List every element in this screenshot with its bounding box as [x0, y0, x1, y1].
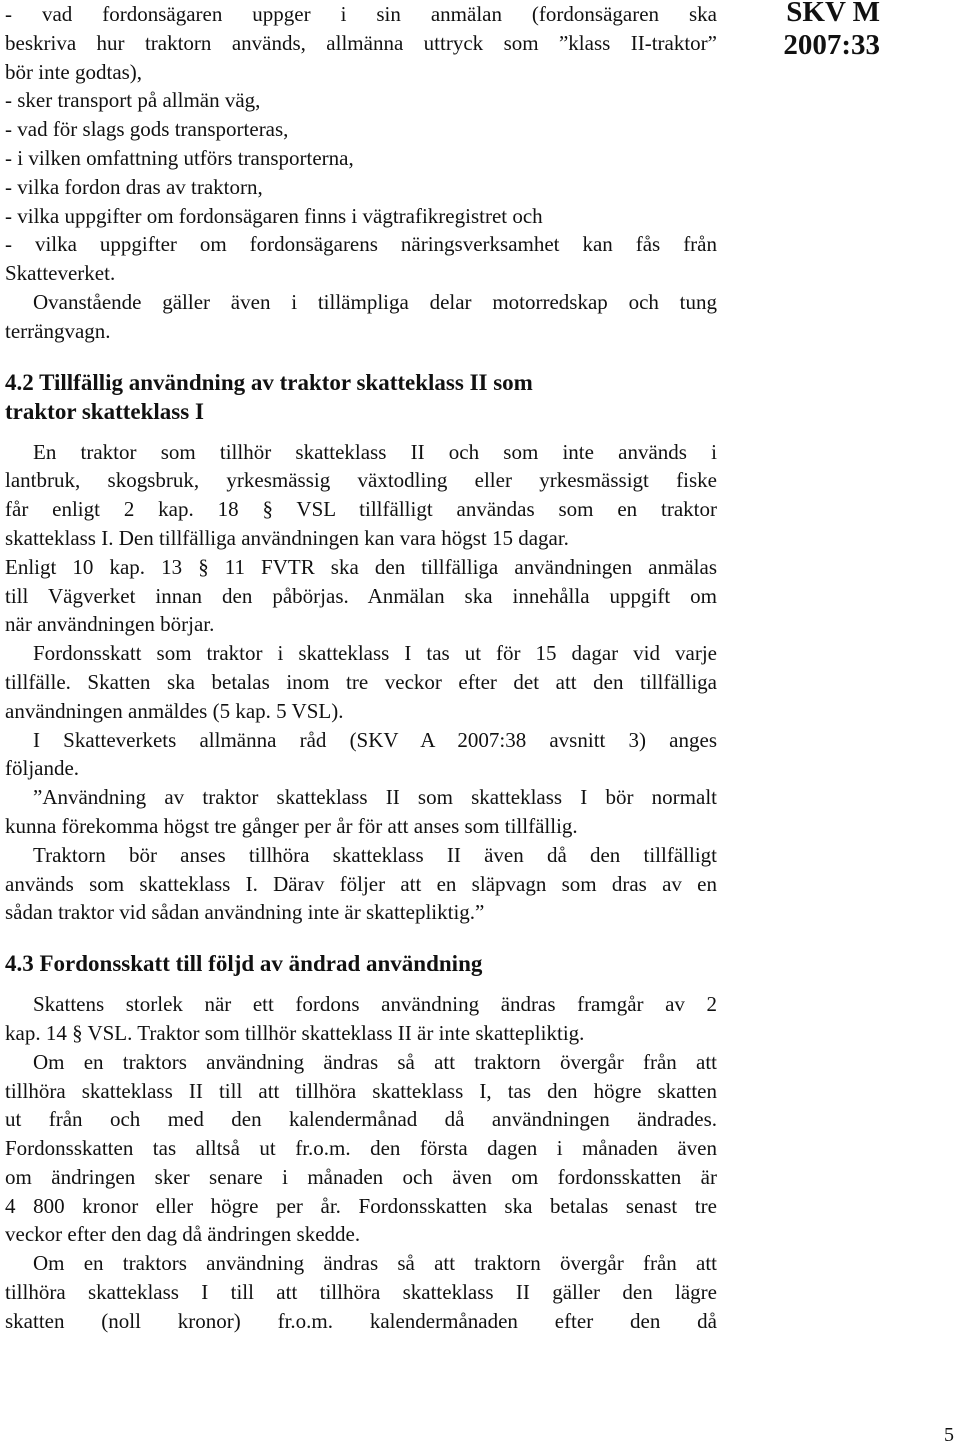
paragraph-line: till Vägverket innan den påbörjas. Anmälan ska innehålla uppgift om	[5, 583, 717, 608]
paragraph-4-3-1	[5, 990, 717, 1048]
document-body	[5, 0, 717, 1336]
paragraph-line: 4 800 kronor eller högre per år. Fordonsskatten ska betalas senast tre	[5, 1193, 717, 1218]
paragraph-line: ut från och med den kalendermånad då användningen ändrades.	[5, 1107, 717, 1132]
paragraph-line: Skattens storlek när ett fordons användning ändras framgår av 2	[33, 992, 717, 1017]
paragraph-line: får enligt 2 kap. 18 § VSL tillfälligt användas som en traktor	[5, 497, 717, 522]
quote-paragraph-2	[5, 841, 717, 927]
paragraph-line: Ovanstående gäller även i tillämpliga delar motorredskap och tung	[33, 289, 717, 314]
paragraph-line: Traktorn bör anses tillhöra skatteklass II även då den tillfälligt	[33, 842, 717, 867]
quote-paragraph-1	[5, 783, 717, 841]
paragraph-line: En traktor som tillhör skatteklass II och som inte används i	[33, 439, 717, 464]
paragraph-4-3-3	[5, 1249, 717, 1335]
paragraph-line: lantbruk, skogsbruk, yrkesmässig växtodling eller yrkesmässigt fiske	[5, 468, 717, 493]
paragraph-line: följande.	[5, 756, 80, 781]
section-heading-4-3: 4.3 Fordonsskatt till följd av ändrad användning	[5, 951, 483, 977]
doc-year: 2007:33	[783, 29, 880, 61]
paragraph-line: tillhöra skatteklass I till att tillhöra skatteklass II gäller den lägre	[5, 1280, 717, 1305]
paragraph-line: veckor efter den dag då ändringen skedde.	[5, 1222, 361, 1247]
paragraph-line: tillfälle. Skatten ska betalas inom tre veckor efter det att den tillfälliga	[5, 669, 717, 694]
paragraph-line: terrängvagn.	[5, 318, 111, 343]
section-heading-4-2	[5, 368, 717, 426]
paragraph-line: används som skatteklass I. Därav följer att en släpvagn som dras av en	[5, 871, 717, 896]
heading-line: 4.2 Tillfällig användning av traktor skatteklass II som	[5, 369, 533, 395]
page-number: 5	[944, 1424, 954, 1446]
paragraph-line: kunna förekomma högst tre gånger per år för att anses som tillfällig.	[5, 813, 578, 838]
heading-line: traktor skatteklass I	[5, 398, 204, 424]
paragraph-4-2-2	[5, 639, 717, 725]
list-line: - vilka uppgifter om fordonsägarens näringsverksamhet kan fås från	[5, 232, 717, 257]
intro-list	[5, 0, 717, 288]
paragraph-line: användningen anmäldes (5 kap. 5 VSL).	[5, 698, 344, 723]
paragraph-line: sådan traktor vid sådan användning inte är skattepliktig.”	[5, 900, 485, 925]
paragraph-line: när användningen börjar.	[5, 612, 215, 637]
list-line: - vilka uppgifter om fordonsägaren finns i vägtrafikregistret och	[5, 203, 543, 228]
paragraph-line: Fordonsskatt som traktor i skatteklass I tas ut för 15 dagar vid varje	[33, 641, 717, 666]
paragraph-line: Fordonsskatten tas alltså ut fr.o.m. den första dagen i månaden även	[5, 1136, 717, 1161]
list-line: - vad fordonsägaren uppger i sin anmälan (fordonsägaren ska	[5, 2, 717, 26]
paragraph-line: kap. 14 § VSL. Traktor som tillhör skatteklass II är inte skattepliktig.	[5, 1020, 585, 1045]
list-line: beskriva hur traktorn används, allmänna uttryck som ”klass II-traktor”	[5, 30, 717, 55]
paragraph-line: ”Användning av traktor skatteklass II som skatteklass I bör normalt	[33, 785, 717, 810]
list-line: Skatteverket.	[5, 261, 116, 286]
paragraph-line: skatten (noll kronor) fr.o.m. kalendermånaden efter den då	[5, 1308, 717, 1333]
list-line: - sker transport på allmän väg,	[5, 88, 261, 113]
paragraph-line: Enligt 10 kap. 13 § 11 FVTR ska den tillfälliga användningen anmälas	[5, 554, 717, 579]
paragraph-4-2-3	[5, 726, 717, 784]
paragraph-4-2-1	[5, 438, 717, 640]
list-line: - vilka fordon dras av traktorn,	[5, 174, 263, 199]
list-line: bör inte godtas),	[5, 59, 143, 84]
list-line: - i vilken omfattning utförs transporterna,	[5, 145, 354, 170]
paragraph-line: Om en traktors användning ändras så att traktorn övergår från att	[33, 1049, 717, 1074]
list-line: - vad för slags gods transporteras,	[5, 117, 289, 142]
paragraph-line: tillhöra skatteklass II till att tillhöra skatteklass I, tas den högre skatten	[5, 1078, 717, 1103]
paragraph-line: Om en traktors användning ändras så att traktorn övergår från att	[33, 1251, 717, 1276]
intro-note	[5, 288, 717, 346]
paragraph-line: skatteklass I. Den tillfälliga användningen kan vara högst 15 dagar.	[5, 525, 569, 550]
paragraph-line: I Skatteverkets allmänna råd (SKV A 2007:38 avsnitt 3) anges	[33, 727, 717, 752]
document-identifier	[783, 0, 880, 62]
paragraph-4-3-2	[5, 1048, 717, 1250]
paragraph-line: om ändringen sker senare i månaden och även om fordonsskatten är	[5, 1164, 717, 1189]
doc-code: SKV M	[786, 0, 880, 28]
